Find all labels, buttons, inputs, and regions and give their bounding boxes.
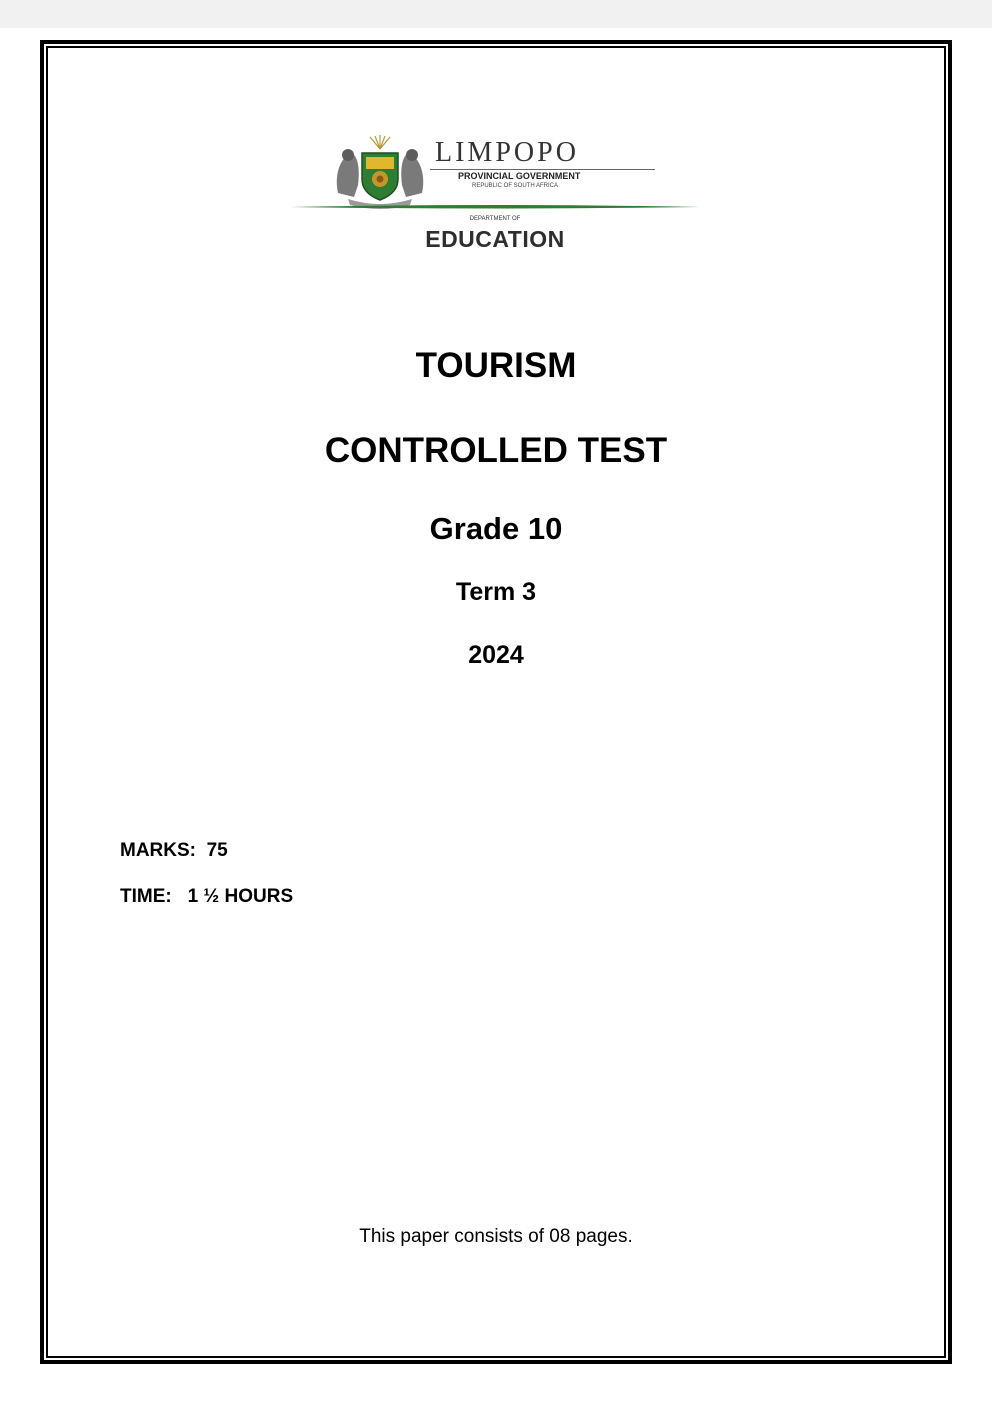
time-line bbox=[120, 887, 293, 906]
time-value: 1 ½ HOURS bbox=[187, 886, 294, 907]
viewer-top-strip bbox=[0, 0, 992, 28]
coat-of-arms-icon bbox=[330, 135, 430, 210]
department-logo bbox=[290, 135, 700, 255]
subject-title: TOURISM bbox=[415, 346, 577, 385]
time-label: TIME: bbox=[120, 886, 172, 907]
logo-subtitle-provincial: PROVINCIAL GOVERNMENT bbox=[458, 171, 581, 181]
logo-rule-thin bbox=[430, 169, 655, 170]
term-heading: Term 3 bbox=[455, 578, 537, 606]
logo-green-rule bbox=[290, 203, 700, 211]
marks-line bbox=[120, 841, 228, 860]
logo-department-prefix: DEPARTMENT OF bbox=[469, 216, 521, 222]
grade-heading: Grade 10 bbox=[429, 511, 563, 546]
year-heading: 2024 bbox=[468, 641, 524, 669]
marks-value: 75 bbox=[206, 840, 228, 861]
logo-title: LIMPOPO bbox=[435, 137, 579, 168]
logo-subtitle-republic: REPUBLIC OF SOUTH AFRICA bbox=[472, 183, 559, 189]
marks-label: MARKS: bbox=[120, 840, 196, 861]
test-type-title: CONTROLLED TEST bbox=[324, 431, 668, 470]
page-count-note: This paper consists of 08 pages. bbox=[359, 1226, 633, 1247]
logo-department-name: EDUCATION bbox=[425, 226, 565, 252]
